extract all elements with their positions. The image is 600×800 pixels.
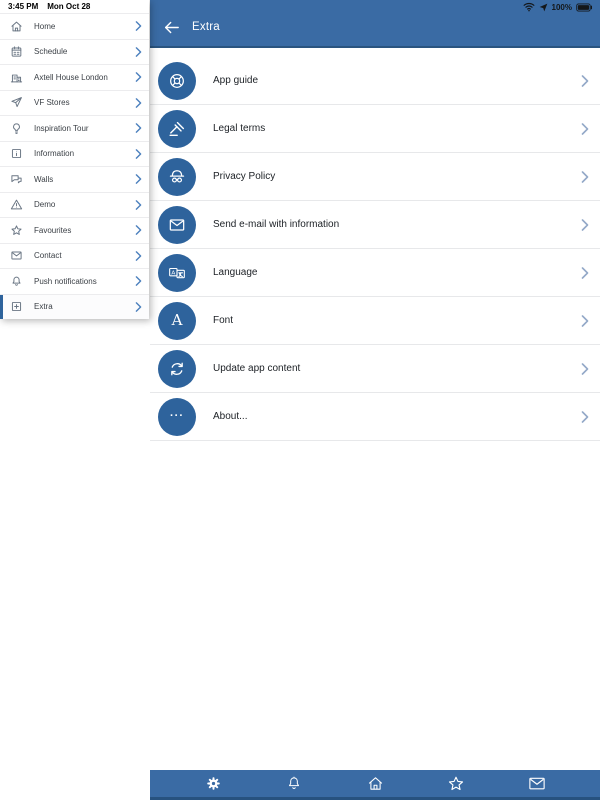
sidebar-item-home[interactable] — [0, 13, 149, 39]
chevron-right-icon — [581, 363, 589, 375]
menu-item-label: Legal terms — [213, 123, 266, 134]
menu-item-label: About... — [213, 411, 248, 422]
sidebar-item-contact[interactable] — [0, 243, 149, 269]
sidebar-item-label: Axtell House London — [34, 72, 108, 82]
sidebar-item-walls[interactable] — [0, 166, 149, 192]
chevron-right-icon — [135, 225, 142, 235]
sidebar-item-label: Contact — [34, 251, 62, 261]
sidebar-item-extra[interactable] — [0, 294, 149, 320]
nav-home-button[interactable] — [366, 775, 384, 793]
home-icon — [10, 20, 23, 33]
menu-item-privacy-policy[interactable] — [150, 153, 600, 201]
sidebar-item-information[interactable] — [0, 141, 149, 167]
detail-pane — [150, 0, 600, 800]
status-date: Mon Oct 28 — [47, 2, 91, 11]
sidebar-item-label: Extra — [34, 302, 53, 312]
menu-item-label: Font — [213, 315, 234, 326]
page-title: Extra — [192, 21, 220, 33]
chevron-right-icon — [581, 219, 589, 231]
star-icon — [447, 775, 465, 793]
extra-menu-list — [150, 57, 600, 441]
sidebar-panel — [0, 0, 149, 319]
lightbulb-icon — [10, 122, 23, 135]
sidebar-item-label: VF Stores — [34, 98, 70, 108]
chat-bubbles-icon — [10, 173, 23, 186]
menu-item-language[interactable] — [150, 249, 600, 297]
sidebar-item-label: Walls — [34, 174, 54, 184]
paper-plane-icon — [10, 96, 23, 109]
chevron-right-icon — [135, 200, 142, 210]
envelope-icon — [158, 206, 196, 244]
sidebar-item-demo[interactable] — [0, 192, 149, 218]
menu-item-font[interactable] — [150, 297, 600, 345]
font-glyph: A — [171, 311, 183, 329]
chevron-right-icon — [581, 267, 589, 279]
status-bar-left — [0, 0, 149, 13]
sidebar-item-label: Inspiration Tour — [34, 123, 89, 133]
chevron-right-icon — [581, 75, 589, 87]
refresh-icon — [158, 350, 196, 388]
building-icon — [10, 71, 23, 84]
nav-settings-button[interactable] — [204, 775, 222, 793]
star-icon — [10, 224, 23, 237]
sidebar-item-vf-stores[interactable] — [0, 90, 149, 116]
bottom-nav-bar — [150, 770, 600, 800]
back-button[interactable] — [164, 21, 179, 34]
menu-item-label: App guide — [213, 75, 259, 86]
translate-icon — [158, 254, 196, 292]
nav-notifications-button[interactable] — [285, 775, 303, 793]
wifi-icon — [523, 2, 535, 12]
chevron-right-icon — [135, 302, 142, 312]
sidebar-item-label: Schedule — [34, 47, 68, 57]
chevron-right-icon — [135, 149, 142, 159]
menu-item-send-email[interactable] — [150, 201, 600, 249]
chevron-right-icon — [135, 72, 142, 82]
nav-contact-button[interactable] — [528, 775, 546, 793]
chevron-right-icon — [581, 315, 589, 327]
sidebar-item-label: Home — [34, 21, 56, 31]
envelope-icon — [10, 249, 23, 262]
battery-percent: 100% — [551, 2, 572, 12]
sidebar-item-label: Demo — [34, 200, 56, 210]
sidebar-item-inspiration-tour[interactable] — [0, 115, 149, 141]
ellipsis-glyph: ··· — [170, 410, 184, 422]
incognito-icon — [158, 158, 196, 196]
bell-icon — [286, 775, 302, 792]
plus-square-icon — [10, 300, 23, 313]
location-icon — [539, 3, 548, 12]
menu-item-label: Privacy Policy — [213, 171, 276, 182]
gavel-icon — [158, 110, 196, 148]
chevron-right-icon — [135, 174, 142, 184]
menu-item-update-app-content[interactable] — [150, 345, 600, 393]
sidebar-item-push-notifications[interactable] — [0, 268, 149, 294]
calendar-icon — [10, 45, 23, 58]
ellipsis-icon — [158, 398, 196, 436]
page-header — [150, 0, 600, 48]
sidebar-item-schedule[interactable] — [0, 39, 149, 65]
status-time: 3:45 PM — [8, 2, 39, 11]
home-icon — [367, 775, 384, 792]
menu-item-label: Send e-mail with information — [213, 219, 340, 230]
warning-triangle-icon — [10, 198, 23, 211]
chevron-right-icon — [135, 21, 142, 31]
chevron-right-icon — [581, 171, 589, 183]
chevron-right-icon — [581, 123, 589, 135]
gear-icon — [205, 775, 222, 792]
menu-item-label: Update app content — [213, 363, 301, 374]
sidebar-item-label: Information — [34, 149, 75, 159]
back-arrow-icon — [164, 21, 179, 34]
sidebar-item-label: Push notifications — [34, 276, 97, 286]
svg-text:A: A — [171, 270, 176, 276]
chevron-right-icon — [135, 123, 142, 133]
battery-icon — [576, 3, 593, 12]
info-square-icon — [10, 147, 23, 160]
menu-item-app-guide[interactable] — [150, 57, 600, 105]
chevron-right-icon — [135, 251, 142, 261]
menu-item-label: Language — [213, 267, 258, 278]
chevron-right-icon — [135, 98, 142, 108]
chevron-right-icon — [135, 276, 142, 286]
menu-item-legal-terms[interactable] — [150, 105, 600, 153]
sidebar-item-label: Favourites — [34, 225, 72, 235]
status-icons — [523, 2, 593, 12]
chevron-right-icon — [581, 411, 589, 423]
nav-favourites-button[interactable] — [447, 775, 465, 793]
chevron-right-icon — [135, 47, 142, 57]
sidebar-item-axtell-house-london[interactable] — [0, 64, 149, 90]
bottom-nav-inner — [150, 770, 600, 797]
life-ring-icon — [158, 62, 196, 100]
bell-icon — [10, 275, 23, 288]
menu-item-about[interactable] — [150, 393, 600, 441]
sidebar-item-favourites[interactable] — [0, 217, 149, 243]
envelope-icon — [528, 776, 546, 791]
letter-a-icon — [158, 302, 196, 340]
